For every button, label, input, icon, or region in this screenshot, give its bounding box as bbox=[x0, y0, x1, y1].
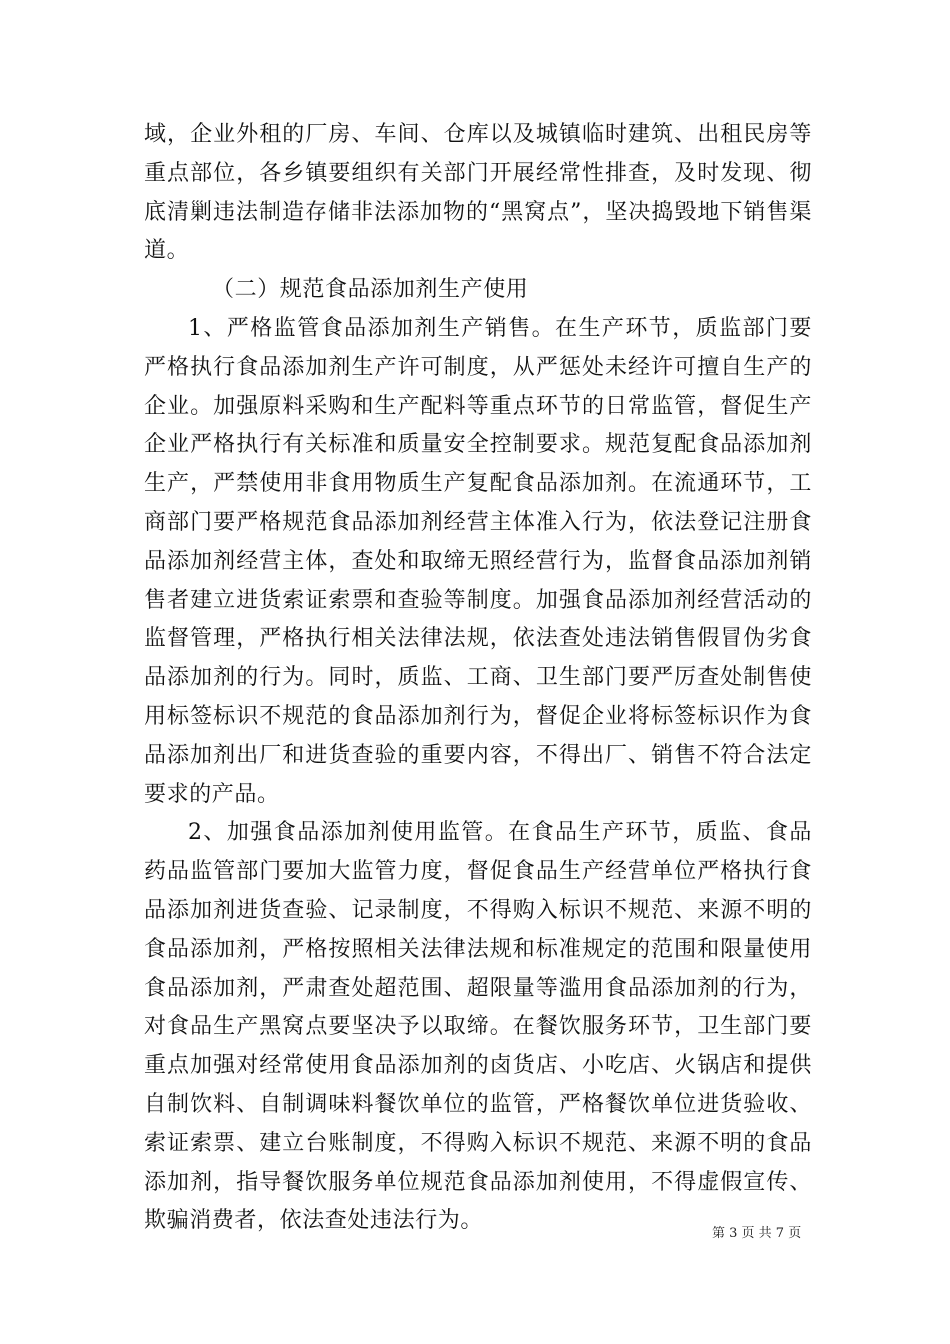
page-number-footer: 第 3 页 共 7 页 bbox=[712, 1226, 802, 1241]
section-heading: （二）规范食品添加剂生产使用 bbox=[212, 277, 529, 303]
paragraph-item-2: 2、加强食品添加剂使用监管。在食品生产环节，质监、食品药品监管部门要加大监管力度，督促食品生产经营单位严格执行食品添加剂进货查验、记录制度，不得购入标识不规范、来源不明的食品添加剂，严格按照相关法律法规和标准规定的范围和限量使用食品添加剂，严肃查处超范围、超限量等滥用食品添加剂的行为，对食品生产黑窝点要坚决予以取缔。在餐饮服务环节，卫生部门要重点加强对经常使用食品添加剂的卤货店、小吃店、火锅店和提供自制饮料、自制调味料餐饮单位的监管，严格餐饮单位进货验收、索证索票、建立台账制度，不得购入标识不规范、来源不明的食品添加剂，指导餐饮服务单位规范食品添加剂使用，不得虚假宣传、欺骗消费者，依法查处违法行为。 bbox=[144, 820, 812, 1234]
paragraph-continued: 域，企业外租的厂房、车间、仓库以及城镇临时建筑、出租民房等重点部位，各乡镇要组织有关部门开展经常性排查，及时发现、彻底清剿违法制造存储非法添加物的“黑窝点”，坚决捣毁地下销售渠道。 bbox=[144, 122, 812, 264]
paragraph-item-1: 1、严格监管食品添加剂生产销售。在生产环节，质监部门要严格执行食品添加剂生产许可制度，从严惩处未经许可擅自生产的企业。加强原料采购和生产配料等重点环节的日常监管，督促生产企业严格执行有关标准和质量安全控制要求。规范复配食品添加剂生产，严禁使用非食用物质生产复配食品添加剂。在流通环节，工商部门要严格规范食品添加剂经营主体准入行为，依法登记注册食品添加剂经营主体，查处和取缔无照经营行为，监督食品添加剂销售者建立进货索证索票和查验等制度。加强食品添加剂经营活动的监督管理，严格执行相关法律法规，依法查处违法销售假冒伪劣食品添加剂的行为。同时，质监、工商、卫生部门要严厉查处制售使用标签标识不规范的食品添加剂行为，督促企业将标签标识作为食品添加剂出厂和进货查验的重要内容，不得出厂、销售不符合法定要求的产品。 bbox=[144, 315, 812, 807]
document-body bbox=[144, 116, 812, 1241]
